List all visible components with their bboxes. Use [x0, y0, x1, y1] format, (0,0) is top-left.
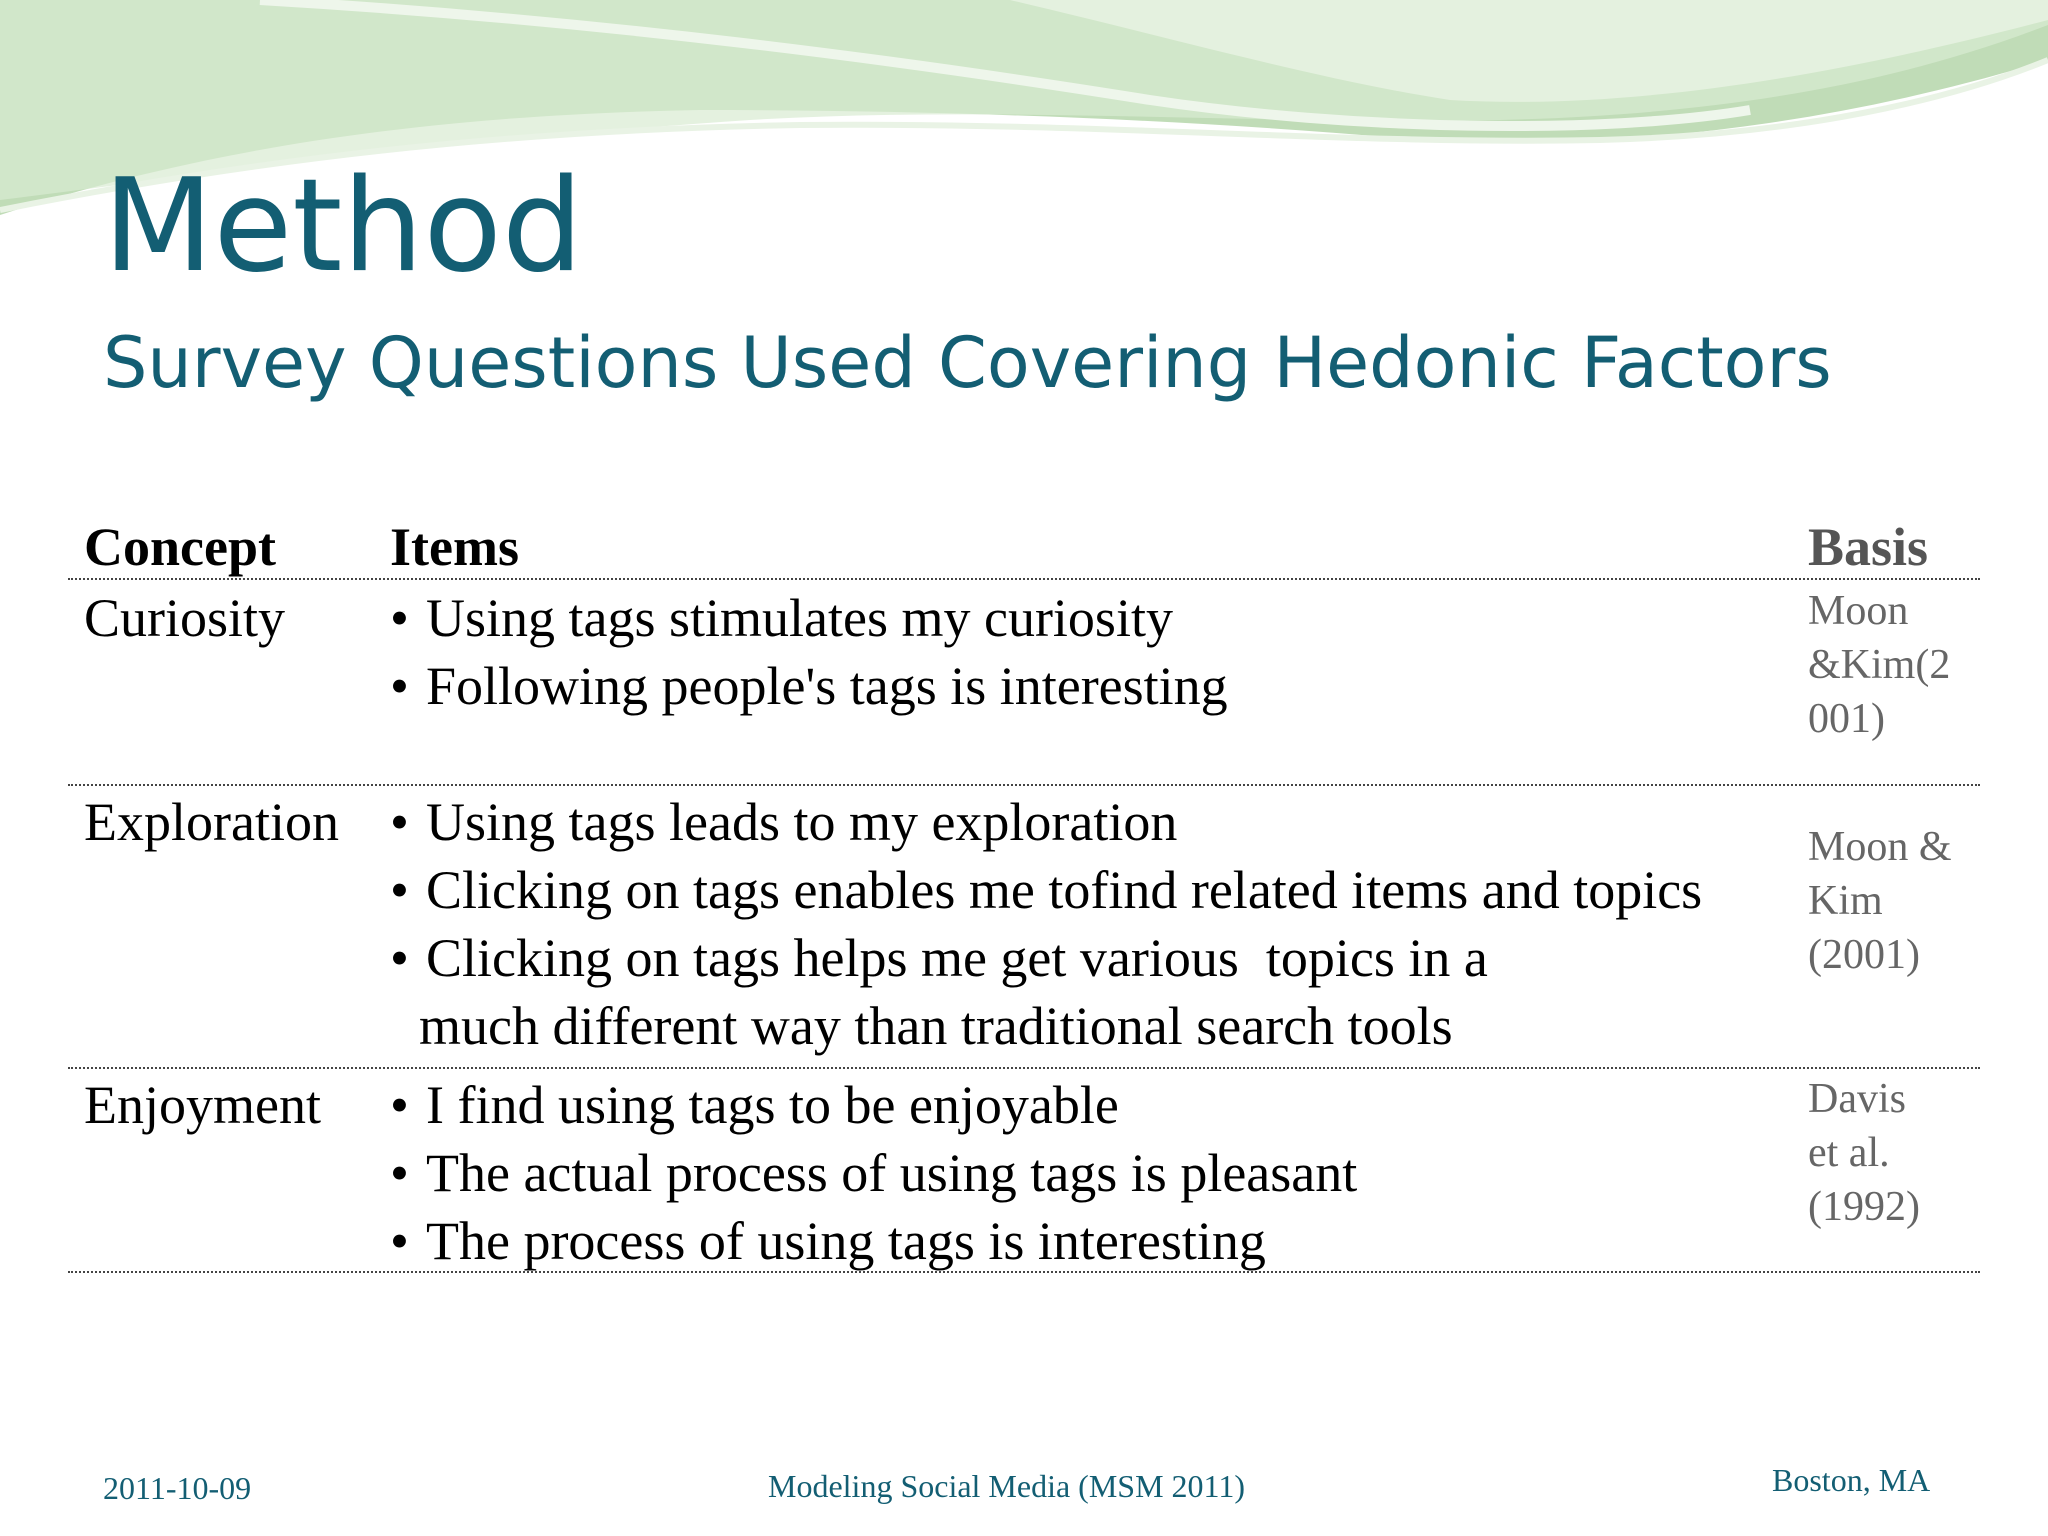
list-item: [390, 992, 1702, 1060]
footer-conference: Modeling Social Media (MSM 2011): [768, 1468, 1245, 1504]
basis-enjoyment: Davis et al. (1992): [1808, 1076, 1920, 1230]
header-basis: Basis: [1808, 517, 1929, 577]
list-item: [390, 1139, 1357, 1207]
concept-enjoyment: Enjoyment: [84, 1075, 321, 1135]
row-divider: [68, 1067, 1980, 1069]
bullet: •: [390, 860, 409, 920]
list-item: [390, 856, 1702, 924]
bullet: •: [390, 1211, 409, 1271]
header-divider: [68, 578, 1980, 580]
footer-location: Boston, MA: [1772, 1462, 1931, 1498]
bullet: •: [390, 928, 409, 988]
item-text: The actual process of using tags is pleasant: [426, 1143, 1358, 1203]
slide-subtitle: Survey Questions Used Covering Hedonic Factors: [103, 322, 1832, 404]
bullet: •: [390, 588, 409, 648]
concept-exploration: Exploration: [84, 792, 339, 852]
basis-exploration: Moon & Kim (2001): [1808, 824, 1952, 978]
footer-date: 2011-10-09: [103, 1470, 252, 1506]
table-bottom-divider: [68, 1271, 1980, 1273]
item-text: much different way than traditional search tools: [419, 996, 1453, 1056]
item-text: The process of using tags is interesting: [426, 1211, 1266, 1271]
list-item: [390, 652, 1228, 720]
item-text: Using tags leads to my exploration: [426, 792, 1178, 852]
item-text: Clicking on tags helps me get various topics in a: [426, 928, 1488, 988]
header-items: Items: [390, 517, 519, 577]
items-exploration: [390, 788, 1702, 1060]
bullet: •: [390, 792, 409, 852]
basis-curiosity: Moon &Kim(2 001): [1808, 588, 1951, 742]
list-item: [390, 584, 1228, 652]
items-curiosity: [390, 584, 1228, 720]
header-concept: Concept: [84, 517, 276, 577]
concept-curiosity: Curiosity: [84, 588, 286, 648]
list-item: [390, 1207, 1357, 1275]
item-text: I find using tags to be enjoyable: [426, 1075, 1119, 1135]
item-text: Clicking on tags enables me tofind related items and topics: [426, 860, 1703, 920]
bullet: •: [390, 656, 409, 716]
row-divider: [68, 784, 1980, 786]
item-text: Using tags stimulates my curiosity: [426, 588, 1173, 648]
list-item: [390, 1071, 1357, 1139]
bullet: •: [390, 1143, 409, 1203]
list-item: [390, 788, 1702, 856]
slide-title: Method: [103, 152, 584, 301]
item-text: Following people's tags is interesting: [426, 656, 1228, 716]
list-item: [390, 924, 1702, 992]
items-enjoyment: [390, 1071, 1357, 1275]
bullet: •: [390, 1075, 409, 1135]
